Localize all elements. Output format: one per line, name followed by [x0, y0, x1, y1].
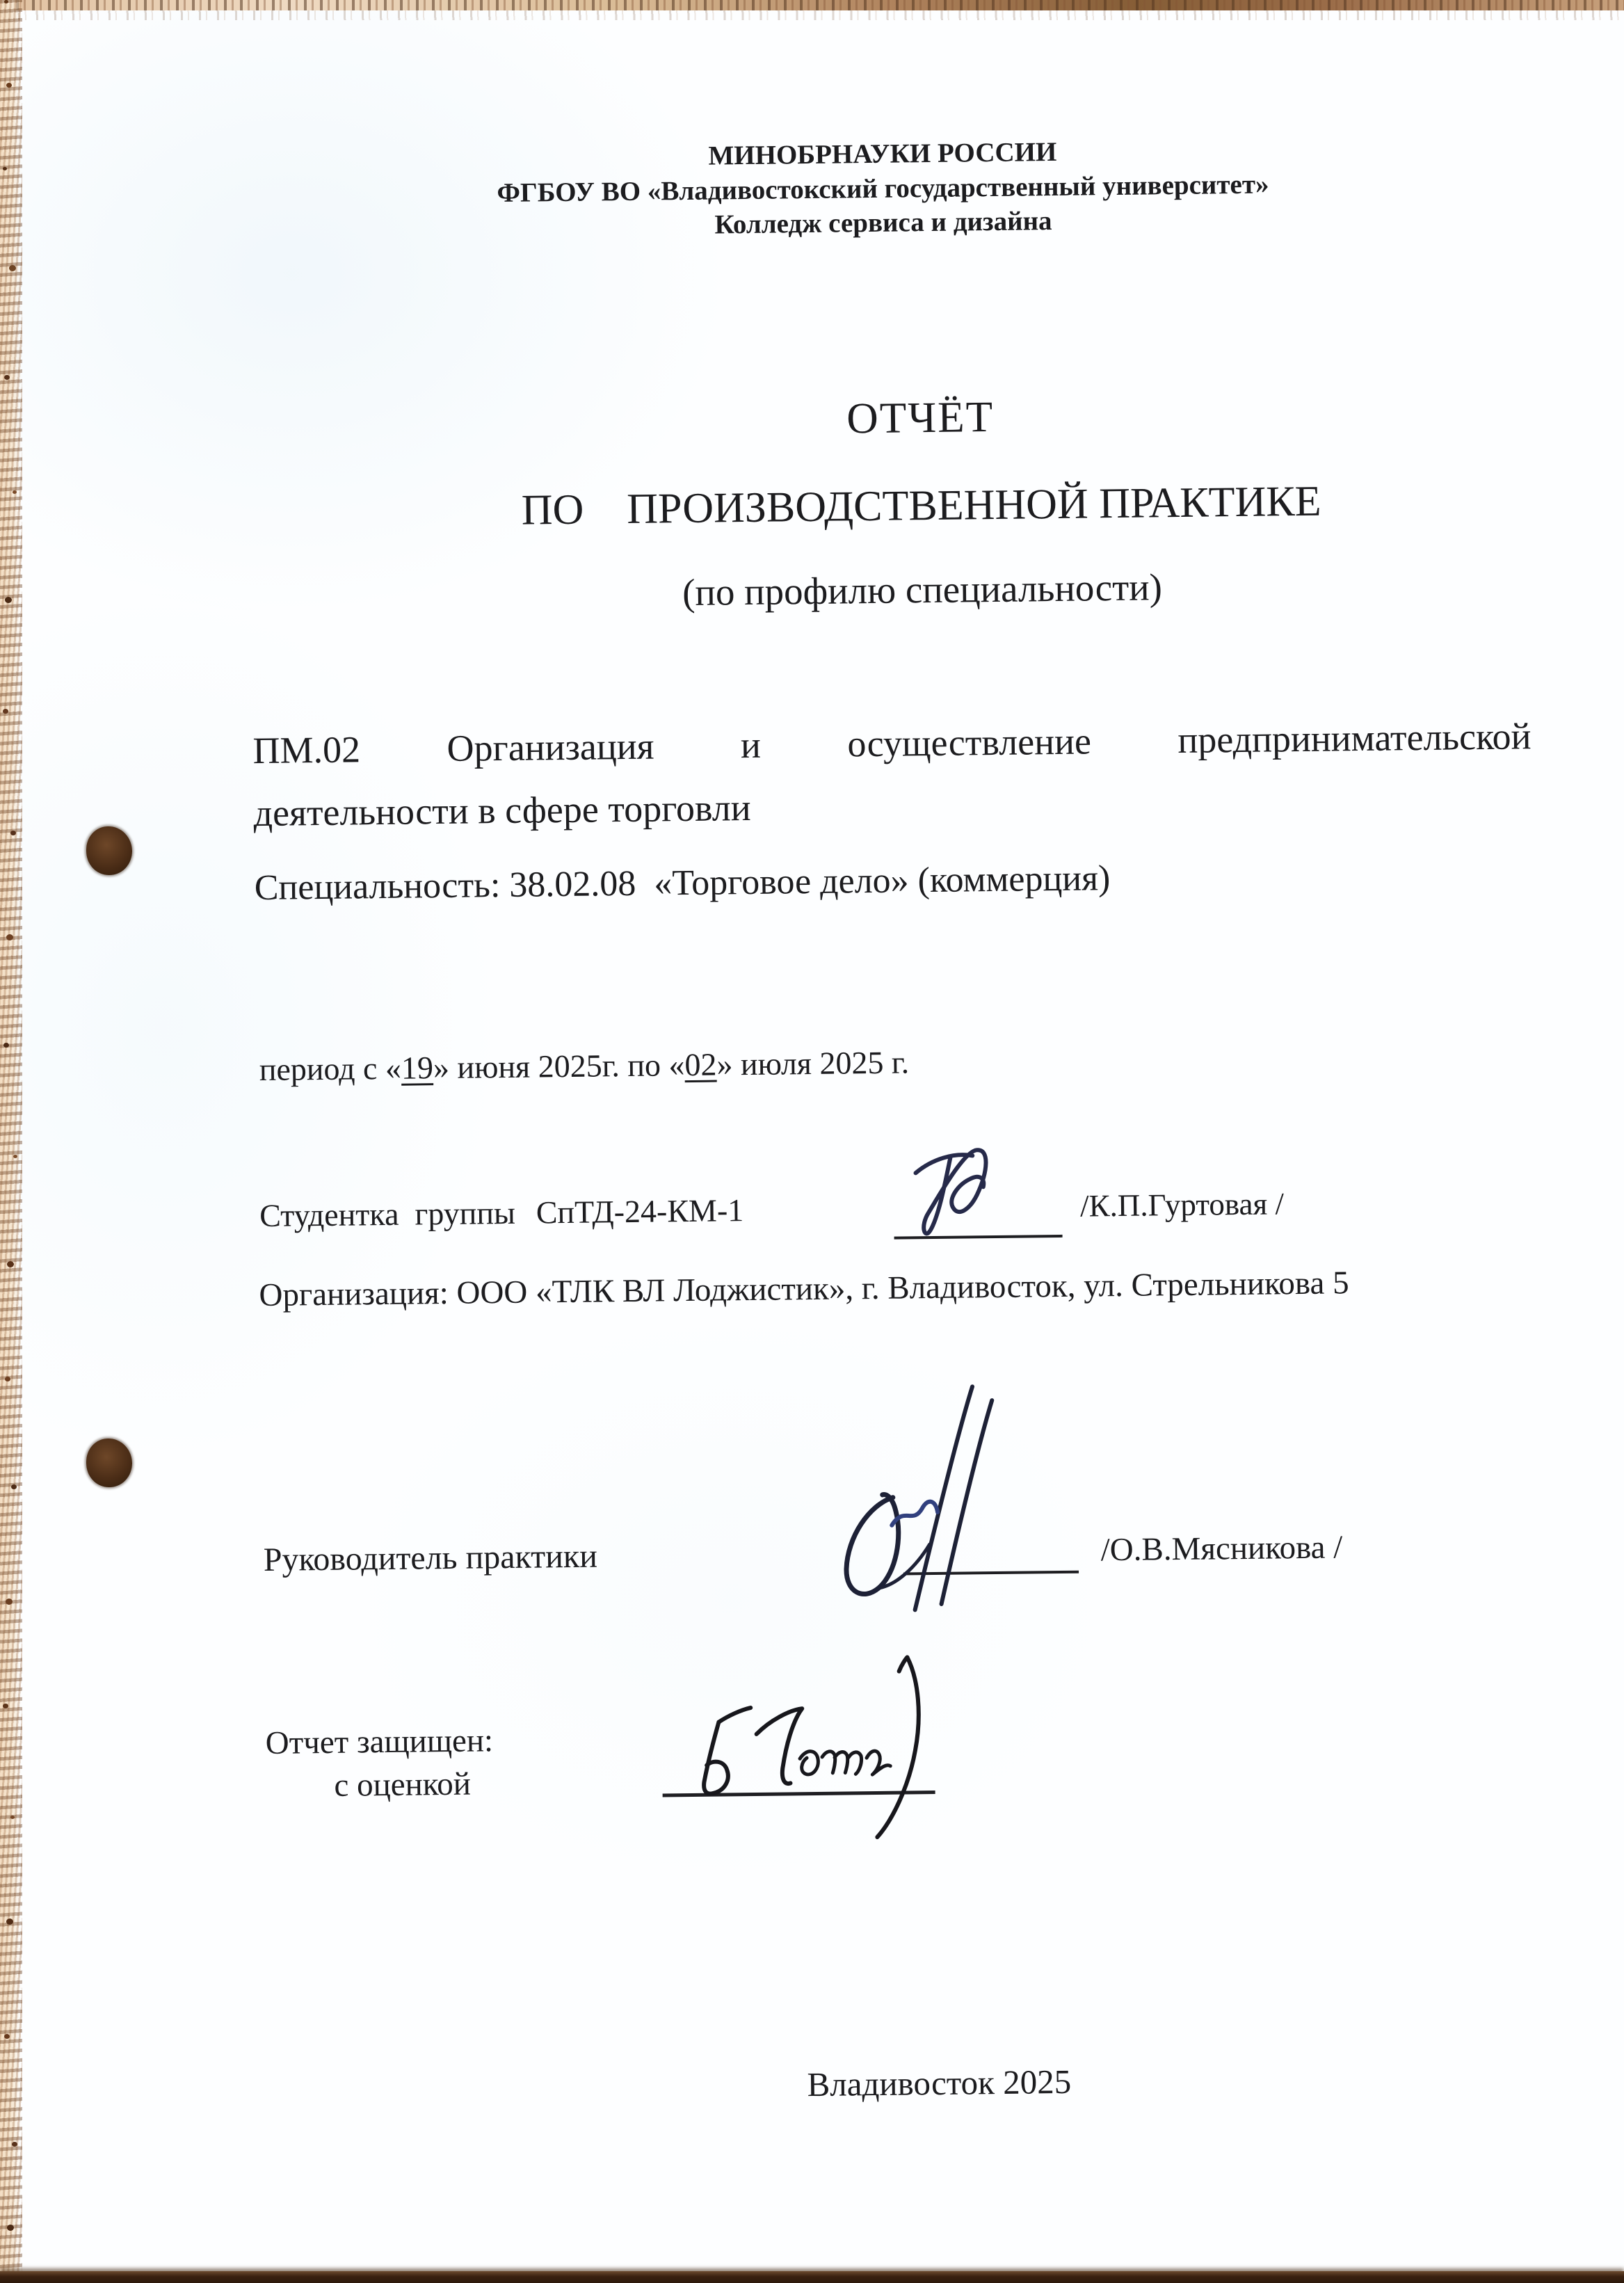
scan-edge-top-fuzz — [0, 10, 1624, 20]
college-line: Колледж сервиса и дизайна — [714, 206, 1052, 240]
supervisor-signature — [808, 1377, 1027, 1619]
period-prefix: период с « — [259, 1050, 402, 1088]
student-label: Студентка группы — [259, 1194, 516, 1234]
scan-edge-bottom — [0, 2271, 1624, 2283]
report-subtitle-note: (по профилю специальности) — [682, 566, 1163, 614]
period-from-day: 19 — [401, 1050, 434, 1086]
supervisor-name: /О.В.Мясникова / — [1100, 1529, 1343, 1569]
scan-edge-left — [0, 0, 22, 2283]
report-title: ОТЧЁТ — [846, 392, 995, 443]
student-signature — [908, 1134, 1035, 1245]
defense-grade-label: с оценкой — [334, 1765, 472, 1804]
period-line — [259, 1043, 909, 1088]
student-group-code: СпТД-24-КМ-1 — [536, 1192, 744, 1231]
student-name: /К.П.Гуртовая / — [1079, 1186, 1285, 1224]
scan-edge-left-specks — [4, 0, 8, 3]
binder-brad-top — [86, 826, 132, 875]
city-year: Владивосток 2025 — [807, 2062, 1072, 2104]
university-line: ФГБОУ ВО «Владивостокский государственный университет» — [497, 168, 1269, 208]
organization-line: Организация: ООО «ТЛК ВЛ Лоджистик», г. Владивосток, ул. Стрельникова 5 — [259, 1265, 1349, 1314]
supervisor-label: Руководитель практики — [263, 1537, 598, 1578]
module-line1: ПМ.02 Организация и осуществление предпринимательской — [252, 715, 1531, 772]
defense-label: Отчет защищен: — [265, 1722, 494, 1761]
grade-handwriting — [644, 1651, 945, 1857]
binder-brad-bottom — [86, 1439, 132, 1487]
report-subtitle: ПО ПРОИЗВОДСТВЕННОЙ ПРАКТИКЕ — [521, 477, 1321, 534]
period-middle: » июня 2025г. по « — [433, 1047, 685, 1086]
period-to-day: 02 — [684, 1046, 717, 1083]
student-group-line — [259, 1192, 744, 1234]
module-line2: деятельности в сфере торговли — [253, 786, 751, 834]
module-block — [252, 705, 1532, 844]
period-suffix: » июля 2025 г. — [716, 1044, 910, 1082]
ministry-header — [246, 129, 1520, 247]
specialty-line: Специальность: 38.02.08 «Торговое дело» (коммерция) — [254, 858, 1111, 908]
ministry-line: МИНОБРНАУКИ РОССИИ — [708, 136, 1057, 171]
scan-edge-top — [0, 0, 1624, 10]
